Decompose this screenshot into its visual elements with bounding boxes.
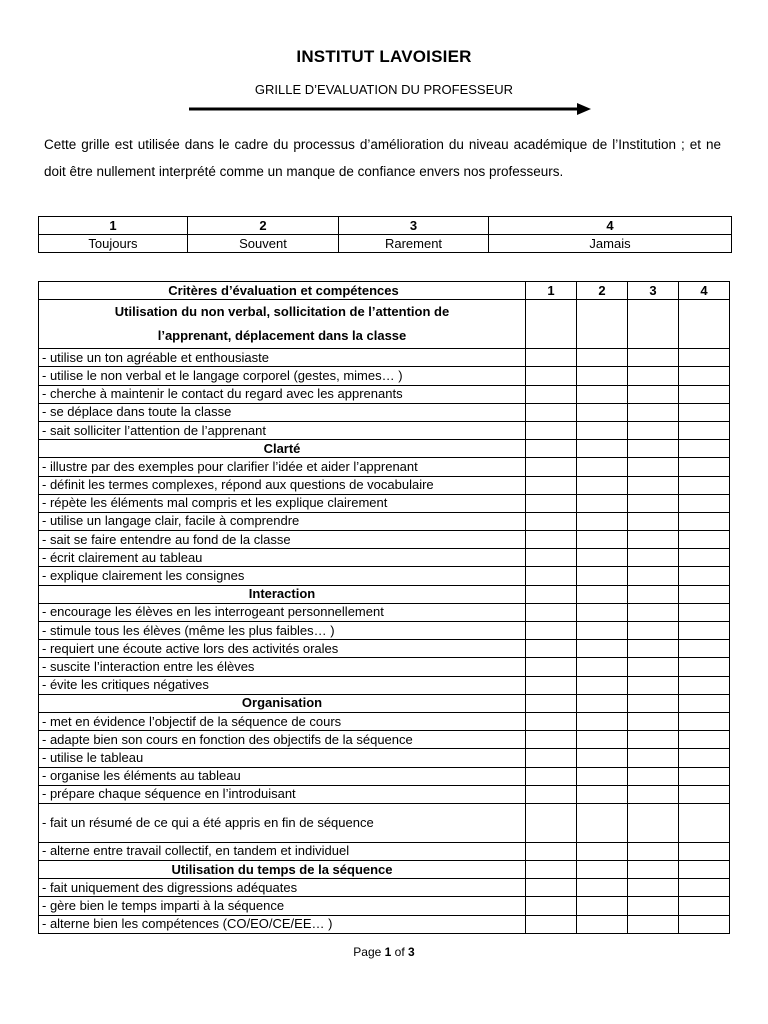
rating-cell[interactable] xyxy=(526,658,577,676)
rating-cell[interactable] xyxy=(628,658,679,676)
criterion-label: - fait uniquement des digressions adéquates xyxy=(39,879,526,897)
rating-cell[interactable] xyxy=(526,915,577,933)
criterion-row xyxy=(39,767,730,785)
rating-cell[interactable] xyxy=(577,385,628,403)
rating-cell[interactable] xyxy=(628,897,679,915)
criterion-label: - cherche à maintenir le contact du regard avec les apprenants xyxy=(39,385,526,403)
rating-cell[interactable] xyxy=(577,676,628,694)
criterion-row xyxy=(39,785,730,803)
rating-cell[interactable] xyxy=(679,476,730,494)
criterion-row xyxy=(39,567,730,585)
scale-label: Toujours xyxy=(39,235,188,253)
page-title: INSTITUT LAVOISIER xyxy=(296,47,472,66)
criterion-row xyxy=(39,712,730,730)
criterion-row xyxy=(39,803,730,842)
criterion-label: - prépare chaque séquence en l’introduisant xyxy=(39,785,526,803)
rating-cell[interactable] xyxy=(628,879,679,897)
criterion-row xyxy=(39,603,730,621)
rating-cell[interactable] xyxy=(628,531,679,549)
criterion-label: - encourage les élèves en les interrogeant personnellement xyxy=(39,603,526,621)
scale-number: 2 xyxy=(188,217,339,235)
rating-cell[interactable] xyxy=(628,842,679,860)
arrow-right-icon xyxy=(189,101,591,117)
criterion-row xyxy=(39,879,730,897)
criterion-label: - explique clairement les consignes xyxy=(39,567,526,585)
column-header: 1 xyxy=(526,282,577,300)
criterion-row xyxy=(39,640,730,658)
criterion-label: - stimule tous les élèves (même les plus faibles… ) xyxy=(39,622,526,640)
rating-cell[interactable] xyxy=(526,421,577,439)
criterion-label: - alterne bien les compétences (CO/EO/CE/EE… ) xyxy=(39,915,526,933)
rating-cell[interactable] xyxy=(628,403,679,421)
section-title: Clarté xyxy=(39,440,526,458)
rating-cell[interactable] xyxy=(628,421,679,439)
criterion-label: - sait solliciter l’attention de l’apprenant xyxy=(39,421,526,439)
rating-cell[interactable] xyxy=(679,549,730,567)
rating-cell[interactable] xyxy=(577,879,628,897)
rating-cell[interactable] xyxy=(526,549,577,567)
section-row xyxy=(39,585,730,603)
scale-label: Rarement xyxy=(339,235,489,253)
form-subtitle: GRILLE D’EVALUATION DU PROFESSEUR xyxy=(254,82,514,97)
criteria-table xyxy=(38,281,730,934)
criterion-row xyxy=(39,622,730,640)
criterion-row xyxy=(39,731,730,749)
criterion-label: - adapte bien son cours en fonction des objectifs de la séquence xyxy=(39,731,526,749)
section-title: Organisation xyxy=(39,694,526,712)
section-row xyxy=(39,861,730,879)
rating-cell[interactable] xyxy=(679,676,730,694)
rating-cell[interactable] xyxy=(679,349,730,367)
rating-cell[interactable] xyxy=(526,585,577,603)
rating-cell[interactable] xyxy=(577,531,628,549)
rating-cell[interactable] xyxy=(577,567,628,585)
scale-number: 3 xyxy=(339,217,489,235)
rating-cell[interactable] xyxy=(628,385,679,403)
criterion-row xyxy=(39,458,730,476)
criterion-row xyxy=(39,494,730,512)
of-word: of xyxy=(394,945,405,959)
rating-cell[interactable] xyxy=(577,585,628,603)
page-word: Page xyxy=(353,945,382,959)
rating-cell[interactable] xyxy=(577,512,628,530)
section-title: Interaction xyxy=(39,585,526,603)
rating-cell[interactable] xyxy=(679,785,730,803)
rating-cell[interactable] xyxy=(628,640,679,658)
criteria-header-row xyxy=(39,282,730,300)
rating-cell[interactable] xyxy=(577,785,628,803)
rating-cell[interactable] xyxy=(628,731,679,749)
rating-cell[interactable] xyxy=(526,731,577,749)
scale-numbers-row xyxy=(39,217,732,235)
rating-cell[interactable] xyxy=(577,549,628,567)
scale-number: 1 xyxy=(39,217,188,235)
rating-cell[interactable] xyxy=(526,785,577,803)
rating-cell[interactable] xyxy=(679,622,730,640)
rating-cell[interactable] xyxy=(526,694,577,712)
criterion-label: - définit les termes complexes, répond aux questions de vocabulaire xyxy=(39,476,526,494)
rating-cell[interactable] xyxy=(679,385,730,403)
column-header: 2 xyxy=(577,282,628,300)
section-row xyxy=(39,300,730,349)
rating-cell[interactable] xyxy=(679,767,730,785)
rating-cell[interactable] xyxy=(577,421,628,439)
scale-label: Jamais xyxy=(489,235,732,253)
current-page-number: 1 xyxy=(384,945,392,959)
criterion-label: - répète les éléments mal compris et les explique clairement xyxy=(39,494,526,512)
rating-cell[interactable] xyxy=(526,494,577,512)
rating-cell[interactable] xyxy=(628,767,679,785)
rating-cell[interactable] xyxy=(679,300,730,349)
scale-labels-row xyxy=(39,235,732,253)
total-pages-number: 3 xyxy=(408,945,415,959)
rating-cell[interactable] xyxy=(526,440,577,458)
rating-cell[interactable] xyxy=(679,640,730,658)
section-row xyxy=(39,694,730,712)
criteria-header: Critères d’évaluation et compétences xyxy=(39,282,526,300)
section-row xyxy=(39,440,730,458)
rating-cell[interactable] xyxy=(577,694,628,712)
rating-cell[interactable] xyxy=(577,861,628,879)
rating-cell[interactable] xyxy=(679,403,730,421)
rating-cell[interactable] xyxy=(628,676,679,694)
rating-cell[interactable] xyxy=(679,712,730,730)
rating-cell[interactable] xyxy=(577,494,628,512)
rating-cell[interactable] xyxy=(577,622,628,640)
column-header: 3 xyxy=(628,282,679,300)
rating-cell[interactable] xyxy=(628,567,679,585)
criterion-label: - évite les critiques négatives xyxy=(39,676,526,694)
rating-cell[interactable] xyxy=(679,897,730,915)
page-footer xyxy=(0,945,768,959)
rating-cell[interactable] xyxy=(526,749,577,767)
rating-cell[interactable] xyxy=(577,803,628,842)
rating-cell[interactable] xyxy=(679,421,730,439)
rating-cell[interactable] xyxy=(526,349,577,367)
rating-cell[interactable] xyxy=(577,458,628,476)
rating-cell[interactable] xyxy=(679,842,730,860)
rating-cell[interactable] xyxy=(577,767,628,785)
rating-cell[interactable] xyxy=(679,694,730,712)
rating-cell[interactable] xyxy=(577,603,628,621)
rating-cell[interactable] xyxy=(628,458,679,476)
section-title-line: l’apprenant, déplacement dans la classe xyxy=(157,328,407,344)
rating-cell[interactable] xyxy=(526,803,577,842)
criterion-row xyxy=(39,421,730,439)
criterion-row xyxy=(39,367,730,385)
rating-cell[interactable] xyxy=(577,349,628,367)
criterion-row xyxy=(39,349,730,367)
scale-number: 4 xyxy=(489,217,732,235)
rating-cell[interactable] xyxy=(628,440,679,458)
rating-cell[interactable] xyxy=(577,476,628,494)
rating-cell[interactable] xyxy=(679,567,730,585)
criterion-label: - utilise le non verbal et le langage corporel (gestes, mimes… ) xyxy=(39,367,526,385)
rating-cell[interactable] xyxy=(526,385,577,403)
rating-cell[interactable] xyxy=(526,712,577,730)
rating-cell[interactable] xyxy=(679,512,730,530)
criterion-row xyxy=(39,549,730,567)
criterion-label: - fait un résumé de ce qui a été appris en fin de séquence xyxy=(39,803,526,842)
rating-scale-table xyxy=(38,216,732,253)
rating-cell[interactable] xyxy=(628,694,679,712)
rating-cell[interactable] xyxy=(526,300,577,349)
rating-cell[interactable] xyxy=(526,676,577,694)
rating-cell[interactable] xyxy=(679,915,730,933)
rating-cell[interactable] xyxy=(679,367,730,385)
criterion-label: - illustre par des exemples pour clarifier l’idée et aider l’apprenant xyxy=(39,458,526,476)
rating-cell[interactable] xyxy=(679,861,730,879)
criterion-row xyxy=(39,842,730,860)
rating-cell[interactable] xyxy=(628,803,679,842)
section-title xyxy=(39,300,526,349)
criterion-row xyxy=(39,749,730,767)
rating-cell[interactable] xyxy=(577,897,628,915)
criterion-row xyxy=(39,676,730,694)
rating-cell[interactable] xyxy=(526,640,577,658)
criterion-label: - requiert une écoute active lors des activités orales xyxy=(39,640,526,658)
rating-cell[interactable] xyxy=(628,549,679,567)
rating-cell[interactable] xyxy=(679,879,730,897)
rating-cell[interactable] xyxy=(526,603,577,621)
rating-cell[interactable] xyxy=(526,622,577,640)
rating-cell[interactable] xyxy=(628,367,679,385)
criterion-label: - utilise un langage clair, facile à comprendre xyxy=(39,512,526,530)
criterion-row xyxy=(39,403,730,421)
rating-cell[interactable] xyxy=(526,861,577,879)
rating-cell[interactable] xyxy=(679,803,730,842)
rating-cell[interactable] xyxy=(679,458,730,476)
rating-cell[interactable] xyxy=(526,879,577,897)
rating-cell[interactable] xyxy=(526,897,577,915)
intro-paragraph: Cette grille est utilisée dans le cadre du processus d’amélioration du niveau académique de l’Institution ; et ne doit être nullement interprété comme un manque de confiance envers nos professeurs. xyxy=(44,137,721,179)
rating-cell[interactable] xyxy=(526,512,577,530)
rating-cell[interactable] xyxy=(577,367,628,385)
rating-cell[interactable] xyxy=(679,531,730,549)
rating-cell[interactable] xyxy=(577,658,628,676)
rating-cell[interactable] xyxy=(577,731,628,749)
criterion-label: - met en évidence l’objectif de la séquence de cours xyxy=(39,712,526,730)
criterion-label: - se déplace dans toute la classe xyxy=(39,403,526,421)
criterion-label: - alterne entre travail collectif, en tandem et individuel xyxy=(39,842,526,860)
criterion-row xyxy=(39,531,730,549)
criterion-label: - utilise un ton agréable et enthousiaste xyxy=(39,349,526,367)
rating-cell[interactable] xyxy=(526,767,577,785)
rating-cell[interactable] xyxy=(628,861,679,879)
rating-cell[interactable] xyxy=(679,731,730,749)
criterion-row xyxy=(39,658,730,676)
rating-cell[interactable] xyxy=(628,476,679,494)
criterion-label: - écrit clairement au tableau xyxy=(39,549,526,567)
criterion-row xyxy=(39,897,730,915)
rating-cell[interactable] xyxy=(628,915,679,933)
rating-cell[interactable] xyxy=(526,476,577,494)
criterion-row xyxy=(39,512,730,530)
rating-cell[interactable] xyxy=(526,367,577,385)
scale-label: Souvent xyxy=(188,235,339,253)
rating-cell[interactable] xyxy=(628,785,679,803)
rating-cell[interactable] xyxy=(577,403,628,421)
rating-cell[interactable] xyxy=(526,567,577,585)
criterion-label: - gère bien le temps imparti à la séquence xyxy=(39,897,526,915)
rating-cell[interactable] xyxy=(526,531,577,549)
criterion-label: - organise les éléments au tableau xyxy=(39,767,526,785)
rating-cell[interactable] xyxy=(628,622,679,640)
rating-cell[interactable] xyxy=(526,842,577,860)
rating-cell[interactable] xyxy=(628,585,679,603)
rating-cell[interactable] xyxy=(679,749,730,767)
rating-cell[interactable] xyxy=(526,403,577,421)
column-header: 4 xyxy=(679,282,730,300)
rating-cell[interactable] xyxy=(628,749,679,767)
criterion-label: - suscite l’interaction entre les élèves xyxy=(39,658,526,676)
rating-cell[interactable] xyxy=(679,658,730,676)
rating-cell[interactable] xyxy=(628,494,679,512)
criterion-row xyxy=(39,385,730,403)
rating-cell[interactable] xyxy=(628,603,679,621)
criterion-label: - utilise le tableau xyxy=(39,749,526,767)
rating-cell[interactable] xyxy=(577,749,628,767)
rating-cell[interactable] xyxy=(628,512,679,530)
rating-cell[interactable] xyxy=(577,640,628,658)
criterion-label: - sait se faire entendre au fond de la classe xyxy=(39,531,526,549)
criterion-row xyxy=(39,915,730,933)
rating-cell[interactable] xyxy=(679,440,730,458)
rating-cell[interactable] xyxy=(679,585,730,603)
rating-cell[interactable] xyxy=(679,494,730,512)
rating-cell[interactable] xyxy=(577,440,628,458)
section-title: Utilisation du temps de la séquence xyxy=(39,861,526,879)
section-title-line: Utilisation du non verbal, sollicitation de l’attention de xyxy=(114,304,450,320)
rating-cell[interactable] xyxy=(577,712,628,730)
rating-cell[interactable] xyxy=(628,300,679,349)
rating-cell[interactable] xyxy=(628,349,679,367)
rating-cell[interactable] xyxy=(628,712,679,730)
rating-cell[interactable] xyxy=(577,300,628,349)
rating-cell[interactable] xyxy=(526,458,577,476)
rating-cell[interactable] xyxy=(577,915,628,933)
rating-cell[interactable] xyxy=(679,603,730,621)
rating-cell[interactable] xyxy=(577,842,628,860)
criterion-row xyxy=(39,476,730,494)
